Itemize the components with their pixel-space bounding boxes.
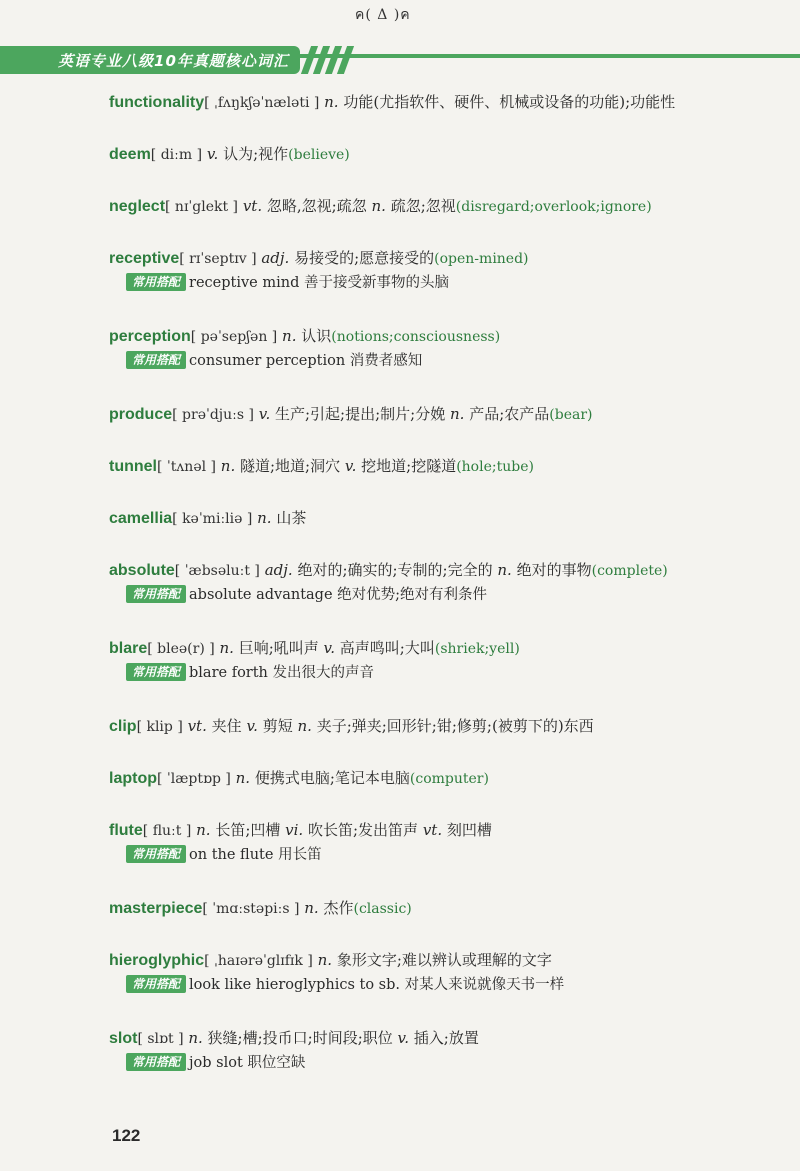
definition: 隧道;地道;洞穴: [240, 457, 341, 475]
collocation-line: [126, 349, 769, 373]
synonyms: (computer): [409, 771, 489, 787]
part-of-speech: n.: [317, 951, 333, 969]
part-of-speech: n.: [324, 93, 339, 111]
part-of-speech: n.: [371, 197, 386, 215]
entry-camellia: [109, 506, 769, 531]
entry-receptive: [109, 246, 769, 295]
top-page-fragment: ค( Δ )ค: [355, 7, 411, 23]
headword: clip: [109, 718, 137, 735]
synonyms: (bear): [549, 407, 593, 423]
phonetic: [ diːm ]: [150, 147, 203, 163]
collocation-text: consumer perception 消费者感知: [189, 353, 423, 369]
collocation-line: [126, 661, 769, 685]
entry-flute: [109, 818, 769, 867]
phonetic: [ ˌhaɪərəˈglɪfɪk ]: [204, 953, 313, 969]
synonyms: (disregard;overlook;ignore): [455, 199, 652, 215]
entry-clip: [109, 714, 769, 739]
definition: 绝对的;确实的;专制的;完全的: [297, 561, 493, 579]
entry-neglect: [109, 194, 769, 219]
entry-headline: [109, 818, 769, 843]
synonyms: (shriek;yell): [434, 641, 520, 657]
part-of-speech: n.: [220, 457, 236, 475]
definition: 狭缝;槽;投币口;时间段;职位: [207, 1029, 393, 1047]
part-of-speech: v.: [258, 405, 271, 423]
headword: tunnel: [109, 458, 157, 475]
banner-title: 英语专业八级10年真题核心词汇: [58, 52, 289, 70]
phonetic: [ kəˈmiːliə ]: [172, 511, 253, 527]
definition: 刻凹槽: [446, 821, 492, 839]
entry-headline: [109, 324, 769, 349]
part-of-speech: adj.: [264, 561, 293, 579]
headword: neglect: [109, 198, 166, 215]
definition: 高声鸣叫;大叫: [339, 639, 435, 657]
definition: 挖地道;挖隧道: [361, 457, 457, 475]
part-of-speech: vi.: [285, 821, 304, 839]
definition: 认为;视作: [223, 145, 289, 163]
part-of-speech: n.: [257, 509, 272, 527]
entry-headline: [109, 402, 769, 427]
definition: 忽略,忽视;疏忽: [266, 197, 367, 215]
entry-headline: [109, 766, 769, 791]
entry-headline: [109, 714, 769, 739]
definition: 疏忽;忽视: [390, 197, 456, 215]
entry-headline: [109, 948, 769, 973]
part-of-speech: vt.: [187, 717, 207, 735]
synonyms: (complete): [591, 563, 668, 579]
collocation-tag: 常用搭配: [126, 975, 186, 993]
definition: 功能(尤指软件、硬件、机械或设备的功能);功能性: [343, 93, 676, 111]
phonetic: [ ˈtʌnəl ]: [157, 459, 216, 475]
phonetic: [ ˈmɑːstəpiːs ]: [202, 901, 300, 917]
synonyms: (classic): [353, 901, 412, 917]
phonetic: [ prəˈdjuːs ]: [172, 407, 254, 423]
collocation-tag: 常用搭配: [126, 663, 186, 681]
part-of-speech: vt.: [242, 197, 263, 215]
entry-headline: [109, 194, 769, 219]
chapter-banner: [0, 44, 800, 78]
headword: receptive: [109, 250, 180, 267]
entry-blare: [109, 636, 769, 685]
part-of-speech: v.: [246, 717, 258, 735]
headword: perception: [109, 328, 191, 345]
entry-headline: [109, 896, 769, 921]
phonetic: [ ˈlæptɒp ]: [157, 771, 231, 787]
entry-headline: [109, 506, 769, 531]
definition: 杰作: [323, 899, 354, 917]
entry-tunnel: [109, 454, 769, 479]
definition: 吹长笛;发出笛声: [307, 821, 419, 839]
part-of-speech: n.: [450, 405, 465, 423]
part-of-speech: n.: [497, 561, 512, 579]
definition: 插入;放置: [413, 1029, 479, 1047]
phonetic: [ slɒt ]: [137, 1031, 184, 1047]
collocation-tag: 常用搭配: [126, 351, 186, 369]
collocation-tag: 常用搭配: [126, 845, 186, 863]
collocation-text: on the flute 用长笛: [189, 847, 322, 863]
entry-laptop: [109, 766, 769, 791]
part-of-speech: n.: [188, 1029, 203, 1047]
entry-headline: [109, 558, 769, 583]
collocation-line: [126, 583, 769, 607]
collocation-text: blare forth 发出很大的声音: [189, 665, 375, 681]
headword: deem: [109, 146, 151, 163]
headword: absolute: [109, 562, 175, 579]
headword: camellia: [109, 510, 173, 527]
headword: functionality: [109, 94, 205, 111]
collocation-text: job slot 职位空缺: [189, 1055, 306, 1071]
part-of-speech: v.: [397, 1029, 409, 1047]
definition: 便携式电脑;笔记本电脑: [254, 769, 410, 787]
part-of-speech: n.: [304, 899, 319, 917]
headword: hieroglyphic: [109, 952, 205, 969]
entry-hieroglyphic: [109, 948, 769, 997]
entry-headline: [109, 90, 769, 115]
entry-masterpiece: [109, 896, 769, 921]
part-of-speech: n.: [282, 327, 297, 345]
entry-deem: [109, 142, 769, 167]
part-of-speech: adj.: [261, 249, 290, 267]
entry-functionality: [109, 90, 769, 115]
part-of-speech: n.: [219, 639, 234, 657]
headword: slot: [109, 1030, 138, 1047]
part-of-speech: v.: [206, 145, 219, 163]
headword: flute: [109, 822, 143, 839]
collocation-text: look like hieroglyphics to sb. 对某人来说就像天书一样: [189, 977, 565, 993]
phonetic: [ nɪˈglekt ]: [165, 199, 239, 215]
definition: 象形文字;难以辨认或理解的文字: [336, 951, 552, 969]
collocation-line: [126, 843, 769, 867]
phonetic: [ bleə(r) ]: [147, 641, 215, 657]
synonyms: (believe): [288, 147, 350, 163]
entry-headline: [109, 246, 769, 271]
definition: 产品;农产品: [469, 405, 550, 423]
definition: 夹子;弹夹;回形针;钳;修剪;(被剪下的)东西: [316, 717, 594, 735]
part-of-speech: n.: [196, 821, 211, 839]
entry-produce: [109, 402, 769, 427]
definition: 巨响;吼叫声: [238, 639, 319, 657]
synonyms: (hole;tube): [456, 459, 534, 475]
part-of-speech: v.: [344, 457, 357, 475]
definition: 绝对的事物: [516, 561, 592, 579]
phonetic: [ klip ]: [136, 719, 183, 735]
part-of-speech: n.: [297, 717, 312, 735]
phonetic: [ fluːt ]: [142, 823, 192, 839]
headword: laptop: [109, 770, 157, 787]
part-of-speech: v.: [323, 639, 336, 657]
definition: 山茶: [276, 509, 307, 527]
phonetic: [ ˈæbsəluːt ]: [174, 563, 260, 579]
entry-headline: [109, 454, 769, 479]
synonyms: (notions;consciousness): [331, 329, 501, 345]
headword: produce: [109, 406, 173, 423]
entry-headline: [109, 142, 769, 167]
headword: masterpiece: [109, 900, 203, 917]
entry-absolute: [109, 558, 769, 607]
collocation-tag: 常用搭配: [126, 273, 186, 291]
definition: 认识: [301, 327, 332, 345]
entry-perception: [109, 324, 769, 373]
entry-headline: [109, 1026, 769, 1051]
definition: 生产;引起;提出;制片;分娩: [275, 405, 446, 423]
phonetic: [ rɪˈseptɪv ]: [179, 251, 257, 267]
phonetic: [ ˌfʌŋkʃəˈnæləti ]: [204, 95, 320, 111]
entry-headline: [109, 636, 769, 661]
collocation-line: [126, 271, 769, 295]
part-of-speech: vt.: [422, 821, 443, 839]
phonetic: [ pəˈsepʃən ]: [190, 329, 278, 345]
collocation-tag: 常用搭配: [126, 1053, 186, 1071]
definition: 剪短: [262, 717, 293, 735]
definition: 易接受的;愿意接受的: [294, 249, 435, 267]
synonyms: (open-mined): [434, 251, 529, 267]
entry-slot: [109, 1026, 769, 1075]
collocation-line: [126, 1051, 769, 1075]
headword: blare: [109, 640, 148, 657]
definition: 夹住: [211, 717, 242, 735]
collocation-text: absolute advantage 绝对优势;绝对有利条件: [189, 587, 488, 603]
definition: 长笛;凹槽: [215, 821, 281, 839]
collocation-text: receptive mind 善于接受新事物的头脑: [189, 275, 449, 291]
part-of-speech: n.: [235, 769, 251, 787]
page-number: 122: [112, 1126, 141, 1145]
collocation-line: [126, 973, 769, 997]
collocation-tag: 常用搭配: [126, 585, 186, 603]
banner-stripes-decoration: [302, 46, 362, 74]
